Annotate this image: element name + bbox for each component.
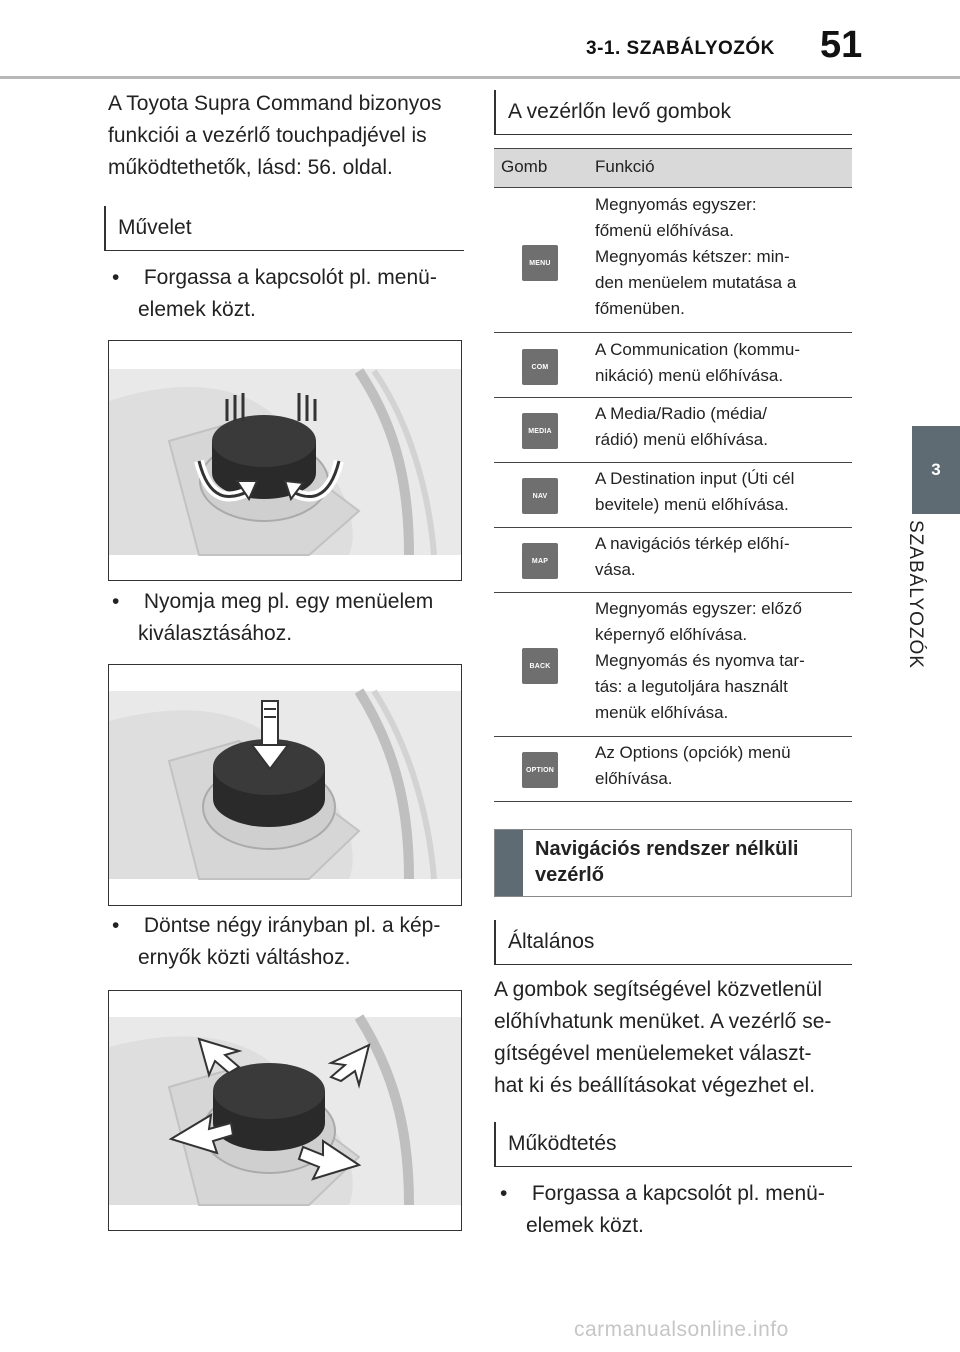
table-header-funkcio: Funkció (595, 157, 655, 176)
section-heading-gombok: A vezérlőn levő gombok (494, 90, 848, 134)
cell-line: Megnyomás és nyomva tar- (595, 651, 805, 670)
table-row-media (595, 401, 845, 453)
button-caption: MEDIA (528, 427, 552, 435)
cell-line: den menüelem mutatása a (595, 273, 797, 292)
table-row-option (595, 740, 845, 792)
button-caption: BACK (529, 662, 551, 670)
table-row-back (595, 596, 845, 726)
cell-line: A Destination input (Úti cél (595, 469, 795, 488)
figure-controller-press (108, 664, 462, 906)
cell-line: A Communication (kommu- (595, 340, 801, 359)
cell-line: tás: a legutoljára használt (595, 677, 788, 696)
nav-button-icon (522, 478, 558, 514)
paragraph-line: gítségével menüelemeket választ- (494, 1042, 812, 1065)
table-header-rule (494, 187, 852, 188)
header-rule (0, 76, 960, 79)
section-heading-muvelet: Művelet (104, 206, 468, 250)
section-rule (104, 250, 464, 251)
page-number: 51 (820, 24, 863, 66)
button-caption: OPTION (525, 766, 555, 774)
figure-controller-tilt (108, 990, 462, 1231)
button-caption: COM (531, 363, 549, 371)
table-row-rule (494, 736, 852, 737)
table-row-rule (494, 462, 852, 463)
table-row-rule (494, 397, 852, 398)
section-title: 3-1. SZABÁLYOZÓK (586, 38, 775, 59)
cell-line: Megnyomás kétszer: min- (595, 247, 790, 266)
cell-line: képernyő előhívása. (595, 625, 748, 644)
watermark: carmanualsonline.info (574, 1318, 789, 1341)
cell-line: nikáció) menü előhívása. (595, 366, 784, 385)
cell-line: A Media/Radio (média/ (595, 404, 767, 423)
paragraph-line: A gombok segítségével közvetlenül (494, 978, 823, 1001)
table-header-gomb: Gomb (501, 157, 548, 176)
intro-line: működtethetők, lásd: 56. oldal. (108, 156, 393, 179)
table-row-map (595, 531, 845, 583)
paragraph-line: előhívhatunk menüket. A vezérlő se- (494, 1010, 832, 1033)
bullet-text: Forgassa a kapcsolót pl. menü- (143, 266, 437, 289)
cell-line: bevitele) menü előhívása. (595, 495, 789, 514)
button-caption: MAP (531, 557, 549, 565)
com-button-icon (522, 349, 558, 385)
section-rule (494, 134, 852, 135)
bullet-text: kiválasztásához. (138, 622, 293, 645)
cell-line: Az Options (opciók) menü (595, 743, 791, 762)
nav-box-title (535, 836, 835, 888)
media-button-icon (522, 413, 558, 449)
table-row-nav (595, 466, 845, 518)
button-caption: MENU (529, 259, 551, 267)
bullet-rotate-2 (500, 1178, 876, 1242)
bullet-text: ernyők közti váltáshoz. (138, 946, 351, 969)
bullet-text: Döntse négy irányban pl. a kép- (143, 914, 441, 937)
table-row-rule (494, 592, 852, 593)
nav-box-accent-bar (495, 830, 523, 896)
cell-line: Megnyomás egyszer: (595, 195, 757, 214)
intro-line: funkciói a vezérlő touchpadjével is (108, 124, 427, 147)
map-button-icon (522, 543, 558, 579)
paragraph-line: hat ki és beállításokat végezhet el. (494, 1074, 816, 1097)
bullet-text: Nyomja meg pl. egy menüelem (143, 590, 434, 613)
nav-box-title-line: vezérlő (535, 864, 604, 886)
table-bottom-rule (494, 801, 852, 802)
cell-line: Megnyomás egyszer: előző (595, 599, 802, 618)
chapter-label-text: SZABÁLYOZÓK (905, 520, 926, 669)
table-row-rule (494, 527, 852, 528)
bullet-text: elemek közt. (138, 298, 256, 321)
back-button-icon (522, 648, 558, 684)
bullet-text: elemek közt. (526, 1214, 644, 1237)
table-header (494, 149, 852, 187)
bullet-rotate (112, 262, 488, 326)
button-caption: NAV (532, 492, 548, 500)
cell-line: főmenüben. (595, 299, 685, 318)
table-row-com (595, 337, 845, 389)
cell-line: A navigációs térkép előhí- (595, 534, 790, 553)
figure-controller-rotate (108, 340, 462, 581)
section-rule (494, 1166, 852, 1167)
table-row-rule (494, 332, 852, 333)
cell-line: menük előhívása. (595, 703, 729, 722)
cell-line: főmenü előhívása. (595, 221, 734, 240)
chapter-tab-number: 3 (931, 460, 941, 479)
intro-paragraph (108, 88, 468, 184)
altalanos-paragraph (494, 974, 854, 1102)
bullet-press (112, 586, 488, 650)
chapter-tab[interactable] (912, 426, 960, 514)
section-heading-mukodtetes: Működtetés (494, 1122, 848, 1166)
cell-line: rádió) menü előhívása. (595, 430, 768, 449)
intro-line: A Toyota Supra Command bizonyos (108, 92, 442, 115)
bullet-tilt (112, 910, 488, 974)
section-heading-altalanos: Általános (494, 920, 848, 964)
menu-button-icon (522, 245, 558, 281)
cell-line: előhívása. (595, 769, 673, 788)
chapter-label (900, 520, 930, 680)
bullet-text: Forgassa a kapcsolót pl. menü- (531, 1182, 825, 1205)
section-rule (494, 964, 852, 965)
nav-box-title-line: Navigációs rendszer nélküli (535, 838, 799, 860)
option-button-icon (522, 752, 558, 788)
cell-line: vása. (595, 560, 636, 579)
table-row-menu (595, 192, 845, 322)
